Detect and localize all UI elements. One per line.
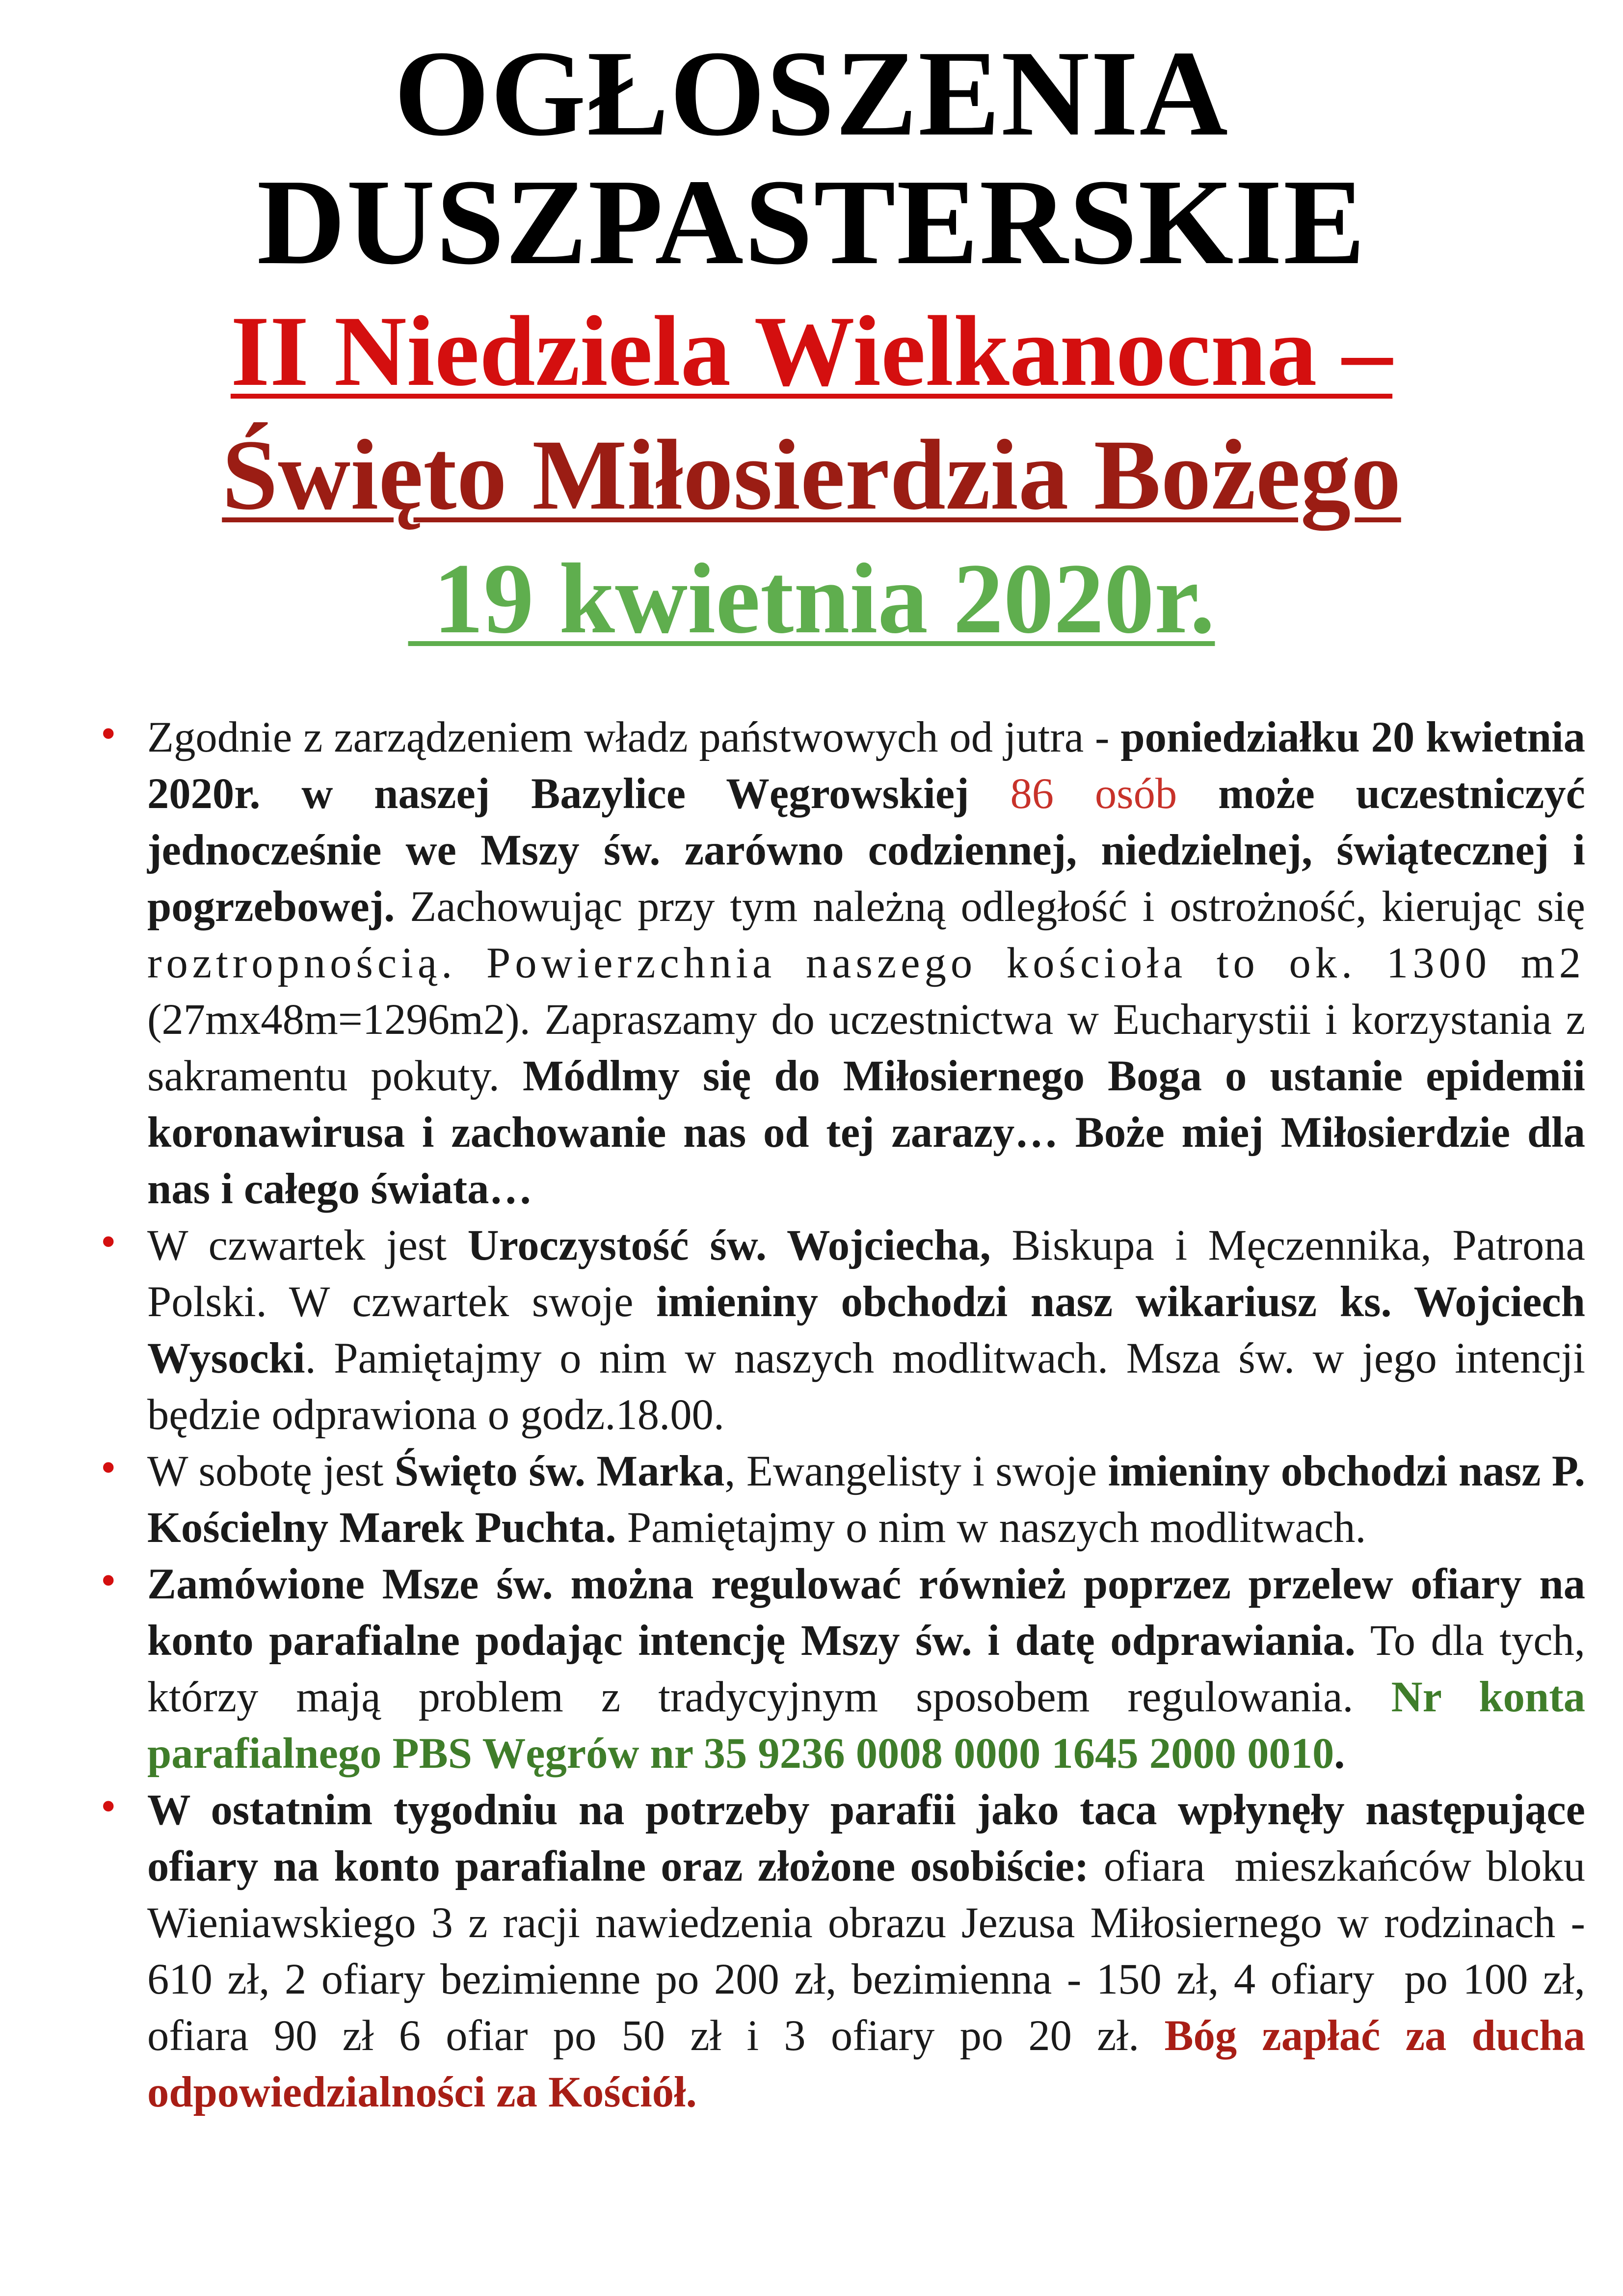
item-text: ofiara mieszkańców bloku Wieniawskiego 3 z racji nawiedzenia obrazu Jezusa Miłosiernego w rodzinach - 610 zł, 2 ofiary bezimienne po 200 zł, bezimienna - 150 zł, 4 ofiary po 100 zł, ofiara 90 zł 6 ofiar po 50 zł i 3 ofiary po 20 zł. [147, 1842, 1596, 2060]
item-text: W sobotę jest [147, 1447, 395, 1495]
item-text-bold: Zamówione Msze św. można regulować również poprzez przelew ofiary na konto parafialne podając intencję Mszy św. i datę odprawiania. [147, 1560, 1585, 1665]
list-item [101, 1217, 1586, 1443]
item-text-bold: Uroczystość św. Wojciecha, [467, 1221, 991, 1270]
bullet-icon: • [101, 709, 116, 758]
page-title-line-1: OGŁOSZENIA [394, 26, 1229, 162]
bullet-icon: • [101, 1782, 116, 1831]
list-item [101, 1556, 1585, 1782]
item-text-bold: Módlmy się do Miłosiernego Boga o ustanie epidemii koronawirusa i zachowanie nas od tej zarazy… Boże miej Miłosierdzie dla nas i całego świata… [147, 1052, 1585, 1213]
bullet-icon: • [101, 1556, 116, 1605]
item-text: Biskupa i Męczennika, Patrona Polski. W czwartek swoje [147, 1221, 1585, 1326]
item-text-bold: W ostatnim tygodniu na potrzeby parafii jako taca wpłynęły następujące ofiary na konto parafialne oraz złożone osobiście: [147, 1786, 1585, 1891]
item-text: roztropnością. Powierzchnia naszego kościoła to ok. 1300 m2 [147, 939, 1585, 987]
list-item [101, 1443, 1586, 1556]
item-text-bold: Święto św. Marka [394, 1447, 725, 1495]
item-text-highlight: 86 osób [969, 770, 1177, 818]
bullet-icon: • [101, 1443, 116, 1492]
item-text: To dla tych, którzy mają problem z tradycyjnym sposobem regulowania. [147, 1617, 1585, 1721]
item-text-bold: imieniny obchodzi nasz wikariusz ks. Wojciech Wysocki [147, 1278, 1586, 1382]
item-text: . Pamiętajmy o nim w naszych modlitwach. Msza św. w jego intencji będzie odprawiona o godz.18.00. [147, 1334, 1585, 1439]
page-title-line-2: DUSZPASTERSKIE [257, 154, 1366, 290]
item-text-bold: imieniny obchodzi nasz P. Kościelny Marek Puchta. [147, 1447, 1586, 1552]
item-text: Zgodnie z zarządzeniem władz państwowych od jutra - [147, 713, 1121, 761]
item-text-bold: może uczestniczyć jednocześnie we Mszy św. zarówno codziennej, niedzielnej, świątecznej i pogrzebowej. [147, 770, 1586, 931]
announcements-list [101, 709, 1596, 2121]
bank-account-number: Nr konta parafialnego PBS Węgrów nr 35 9236 0008 0000 1645 2000 0010 [147, 1673, 1585, 1778]
date-heading: 19 kwietnia 2020r. [408, 543, 1215, 654]
item-text: (27mx48m=1296m2). Zapraszamy do uczestnictwa w Eucharystii i korzystania z sakramentu pokuty. [147, 996, 1585, 1100]
closing-thanks: Bóg zapłać za ducha odpowiedzialności za Kościół. [147, 2012, 1585, 2116]
subtitle-sunday: II Niedziela Wielkanocna – [230, 296, 1393, 407]
item-text: Zachowując przy tym należną odległość i ostrożność, kierując się [395, 883, 1585, 931]
list-item [101, 1782, 1596, 2121]
bullet-icon: • [101, 1217, 116, 1266]
item-text: W czwartek jest [147, 1221, 468, 1270]
item-text: , Ewangelisty i swoje [724, 1447, 1108, 1495]
header [0, 26, 1623, 661]
item-text: Pamiętajmy o nim w naszych modlitwach. [616, 1504, 1366, 1552]
subtitle-feast: Święto Miłosierdzia Bożego [222, 419, 1401, 531]
list-item [101, 709, 1586, 1217]
item-text-bold: . [1334, 1729, 1345, 1778]
item-text-bold: poniedziałku 20 kwietnia 2020r. w naszej Bazylice Węgrowskiej [147, 713, 1585, 818]
